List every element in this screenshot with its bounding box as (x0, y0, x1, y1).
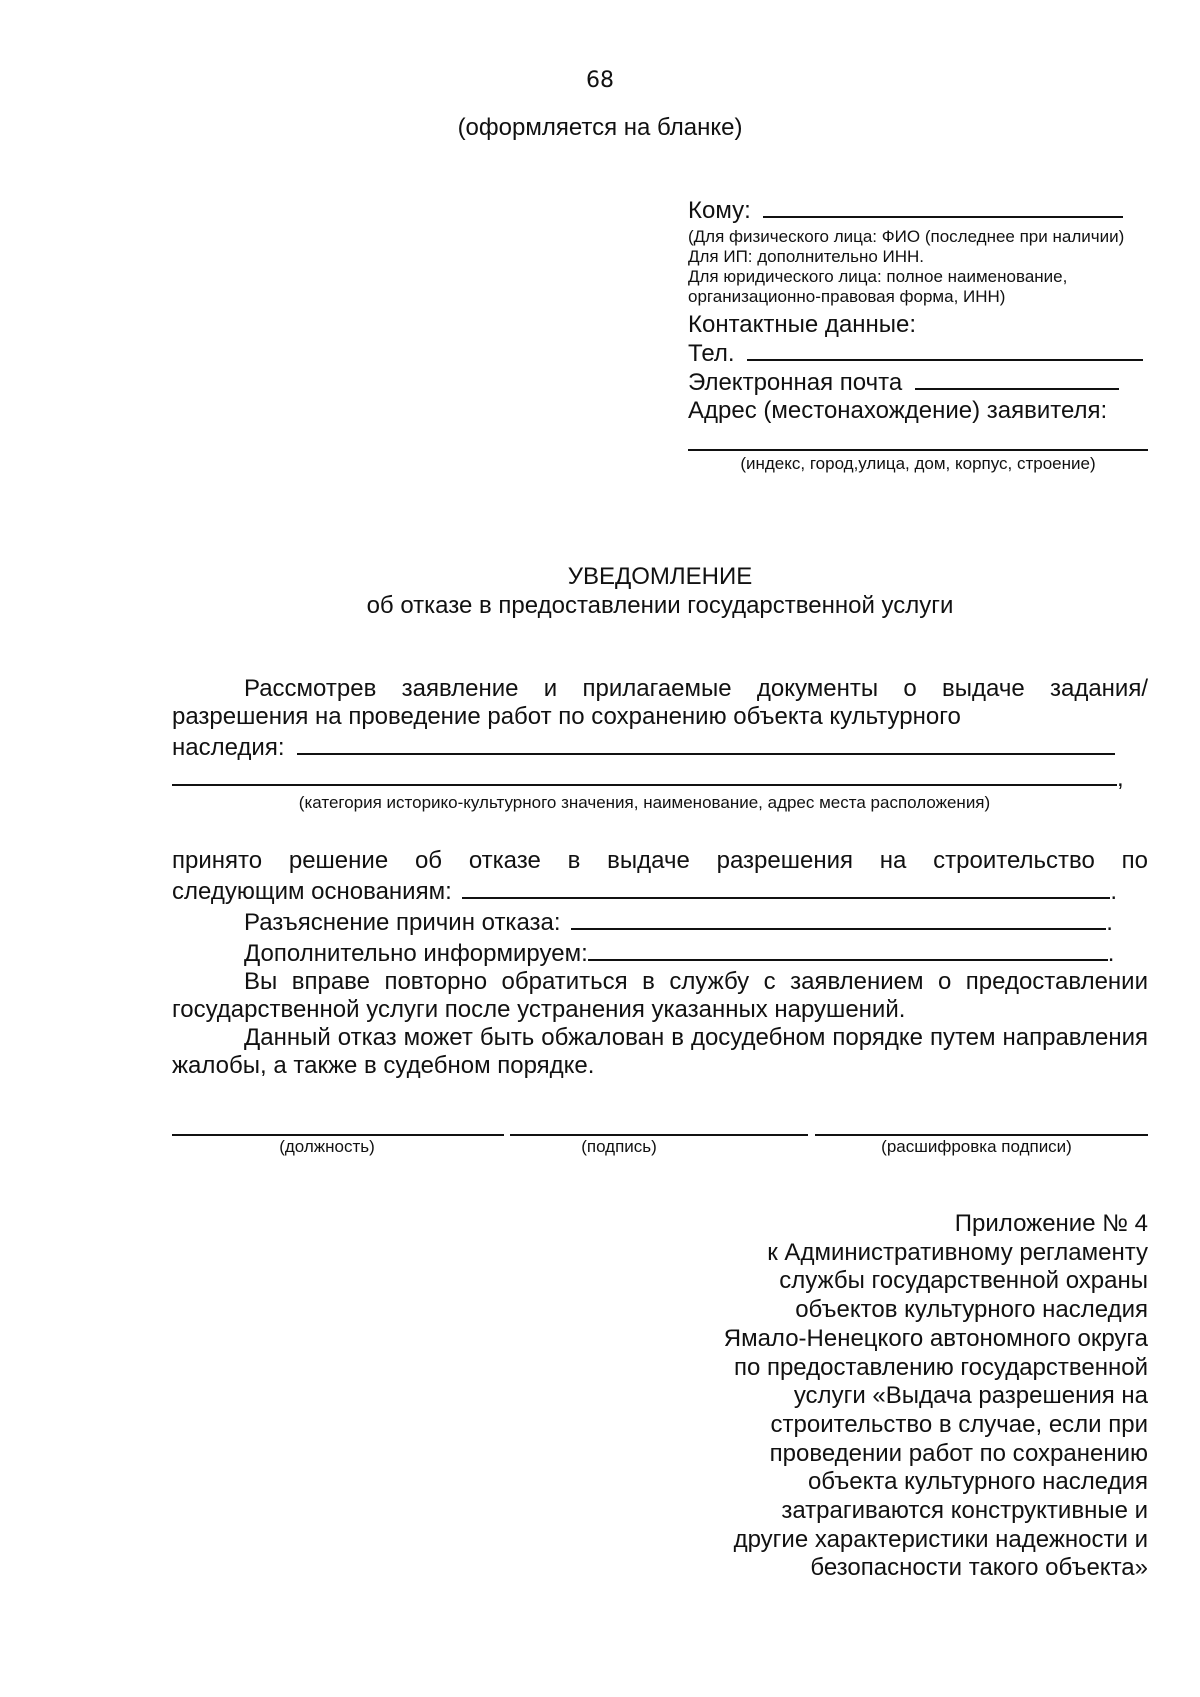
reasons-row (172, 906, 1148, 937)
appendix-line: объекта культурного наследия (807, 1468, 1148, 1496)
appendix-line: безопасности такого объекта» (810, 1554, 1148, 1582)
reapply-text: Вы вправе повторно обратиться в службу с заявлением о предоставлении государственной услуги после устранения указанных нарушений. (172, 968, 1148, 1023)
to-label: Кому: (688, 197, 751, 224)
email-blank-line (915, 368, 1119, 390)
appendix-line: по предоставлению государственной (733, 1353, 1148, 1381)
appendix-line: другие характеристики надежности и (733, 1525, 1148, 1553)
extra-row (172, 937, 1148, 968)
intro-text: Рассмотрев заявление и прилагаемые документы о выдаче задания/разрешения на проведение работ по сохранению объекта культурного (172, 675, 1148, 730)
heritage-hint: (категория историко-культурного значения, наименование, адрес места расположения) (298, 793, 991, 812)
address-label: Адрес (местонахождение) заявителя: (688, 397, 1108, 424)
appendix-line: строительство в случае, если при (770, 1410, 1148, 1438)
heritage-comma: , (1117, 765, 1124, 792)
grounds-label: следующим основаниям: (172, 878, 452, 905)
heritage-row-2 (172, 762, 1148, 793)
reasons-label: Разъяснение причин отказа: (244, 909, 561, 936)
to-hint: (Для физического лица: ФИО (последнее при наличии) (688, 227, 1125, 246)
appendix-line: к Административному регламенту (767, 1238, 1148, 1266)
signature-line (510, 1132, 808, 1136)
position-caption: (должность) (279, 1137, 375, 1156)
legal-hint: Для юридического лица: полное наименование, организационно-правовая форма, ИНН) (688, 267, 1068, 306)
to-blank-line (763, 196, 1123, 218)
grounds-blank-line (462, 875, 1110, 899)
notice-title: УВЕДОМЛЕНИЕ (567, 563, 753, 590)
signature-caption: (подпись) (581, 1137, 657, 1156)
email-label: Электронная почта (688, 369, 903, 396)
grounds-period: . (1110, 878, 1118, 905)
appeal-text: Данный отказ может быть обжалован в досудебном порядке путем направления жалобы, а также в судебном порядке. (172, 1024, 1148, 1079)
heritage-blank-line-2 (172, 762, 1117, 786)
appendix-line: затрагиваются конструктивные и (781, 1497, 1148, 1525)
to-row (688, 196, 1148, 225)
appendix-line: Ямало-Ненецкого автономного округа (723, 1324, 1148, 1352)
appendix-block (640, 1210, 1148, 1583)
appendix-line: объектов культурного наследия (795, 1296, 1148, 1324)
extra-blank-line (588, 937, 1108, 961)
decoding-line (815, 1132, 1148, 1136)
address-blank-line (688, 425, 1148, 451)
position-line (172, 1132, 504, 1136)
phone-blank-line (747, 339, 1143, 361)
appendix-line: услуги «Выдача разрешения на (793, 1382, 1148, 1410)
extra-period: . (1107, 940, 1115, 967)
contacts-label: Контактные данные: (688, 311, 917, 338)
reasons-blank-line (571, 906, 1106, 930)
appendix-line: службы государственной охраны (779, 1267, 1148, 1295)
phone-row (688, 339, 1148, 368)
extra-label: Дополнительно информируем: (244, 940, 588, 967)
phone-label: Тел. (688, 340, 735, 367)
ip-hint: Для ИП: дополнительно ИНН. (688, 247, 925, 266)
reasons-period: . (1106, 909, 1113, 936)
notice-subtitle: об отказе в предоставлении государственной услуги (366, 592, 954, 619)
grounds-row (172, 875, 1148, 906)
heritage-blank-line (297, 731, 1115, 755)
decoding-caption: (расшифровка подписи) (881, 1137, 1072, 1156)
page-number: 68 (586, 68, 614, 93)
appendix-line: Приложение № 4 (954, 1210, 1148, 1237)
decision-line: принято решение об отказе в выдаче разрешения на строительство по (172, 847, 1148, 874)
email-row (688, 368, 1148, 397)
heritage-row (172, 731, 1148, 762)
address-hint: (индекс, город,улица, дом, корпус, строение) (740, 454, 1096, 473)
appendix-line: проведении работ по сохранению (769, 1439, 1148, 1467)
recipient-block (688, 196, 1148, 475)
decision-paragraph (172, 847, 1148, 1080)
blank-note: (оформляется на бланке) (457, 114, 743, 141)
heritage-label: наследия: (172, 734, 285, 761)
intro-paragraph (172, 675, 1148, 813)
